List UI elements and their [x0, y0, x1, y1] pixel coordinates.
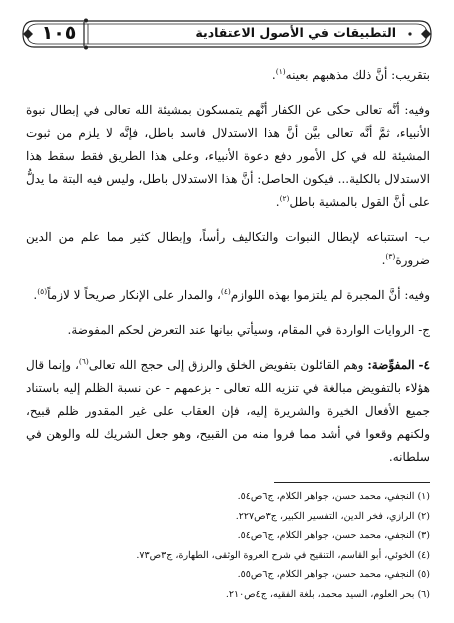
paragraph-3: ب- استتباعه لإبطال النبوات والتكاليف رأساً، وإبطال كثير مما علم من الدين ضرورة$^{(٣)}$. — [26, 230, 430, 267]
footnote-separator — [274, 482, 430, 483]
paragraph-6 — [26, 354, 430, 469]
page-header — [20, 14, 434, 54]
paragraph-6-text-b: ، وإنما قال هؤلاء بالتفويض مبالغة في تنزيه الله تعالى - بزعمهم - عن نسبة الظلم إليه باستناد جميع الأفعال الخيرة والشريرة إليه، فإن العقاب على غير المقدور ظلم قبيح، ولكنهم وقعوا في أشد مما فروا منه من القبيح، وهو جعل الشريك لله والوهن في سلطانه. — [26, 358, 430, 464]
footnote: (٤) الخوئي، أبو القاسم، التنقيح في شرح العروة الوثقى، الطهارة، ج٣ص٧٣. — [136, 549, 430, 561]
footnote-ref-6: (٦) — [78, 357, 89, 366]
footnote-ref-5: (٥) — [37, 287, 48, 296]
footnote: (٦) بحر العلوم، السيد محمد، بلغة الفقيه، ج٤ص٢١٠. — [225, 588, 430, 600]
running-title: التطبيقات في الأصول الاعتقادية — [195, 25, 396, 40]
footnote: (٥) النجفي، محمد حسن، جواهر الكلام، ج٦ص٥٥. — [237, 569, 430, 580]
paragraph-4-text-a: وفيه: أنَّ المجبرة لم يلتزموا بهذه اللوازم — [230, 288, 430, 302]
footnote: (٢) الرازي، فخر الدين، التفسير الكبير، ج٣ص٢٢٧. — [235, 510, 430, 522]
paragraph-1: بتقريب: أنَّ ذلك مذهبهم بعينه$^{(١)}$. — [271, 67, 430, 82]
footnote-ref-2: (٢) — [279, 194, 290, 203]
footnote-ref-3: (٣) — [385, 252, 396, 261]
paragraph-1-text: بتقريب: أنَّ ذلك مذهبهم بعينه — [285, 68, 430, 82]
footnote: (١) النجفي، محمد حسن، جواهر الكلام، ج٦ص٥٤. — [237, 491, 430, 502]
footnotes — [26, 487, 430, 604]
paragraph-4-text-b: ، والمدار على الإنكار صريحاً لا لازماً — [47, 288, 221, 302]
paragraph-5: ج- الروايات الواردة في المقام، وسيأتي بيانها عند التعرض لحكم المفوضة. — [67, 323, 430, 337]
paragraph-6-text-a: وهم القائلون بتفويض الخلق والرزق إلى حجج الله تعالى — [88, 358, 364, 372]
footnote-ref-4: (٤) — [220, 287, 231, 296]
item-term: المفوِّضة: — [367, 358, 415, 372]
page-number: ١٠٥ — [41, 22, 77, 44]
paragraph-2-text: وفيه: أنَّه تعالى حكى عن الكفار أنَّهم يتمسكون بمشيئة الله تعالى في إبطال نبوة الأنبياء، ثمَّ أنَّه تعالى بيَّن أنَّ هذا الاستدلال فاسد باطل، فإنَّه لا يلزم من ثبوت المشيئة لله في كل الأمور دفع دعوة الأنبياء، وعلى هذا الطريق فقط سقط هذا الاستدلال بالكلية... فيكون الحاصل: أنَّ هذا الاستدلال باطل، وليس فيه البتة ما يدلُّ على أنَّ القول بالمشية باطل — [26, 103, 430, 209]
paragraph-4: وفيه: أنَّ المجبرة لم يلتزموا بهذه اللوازم$^{(٤)}$، والمدار على الإنكار صريحاً لا لازماً$^{(٥)}$. — [33, 287, 430, 302]
footnote-ref-1: (١) — [275, 67, 286, 76]
footnote: (٣) النجفي، محمد حسن، جواهر الكلام، ج٦ص٥٤. — [237, 530, 430, 541]
paragraph-2: وفيه: أنَّه تعالى حكى عن الكفار أنَّهم يتمسكون بمشيئة الله تعالى في إبطال نبوة الأنبياء، ثمَّ أنَّه تعالى بيَّن أنَّ هذا الاستدلال فاسد باطل، فإنَّه لا يلزم من ثبوت المشيئة لله في كل الأمور دفع دعوة الأنبياء، وعلى هذا الطريق فقط سقط هذا الاستدلال بالكلية... فيكون الحاصل: أنَّ هذا الاستدلال باطل، وليس فيه البتة ما يدلُّ على أنَّ القول بالمشية باطل$^{(٢)}$. — [26, 103, 430, 209]
paragraph-3-text: ب- استتباعه لإبطال النبوات والتكاليف رأساً، وإبطال كثير مما علم من الدين ضرورة — [26, 230, 430, 267]
item-number: ٤- — [418, 358, 430, 372]
main-text — [26, 64, 430, 473]
